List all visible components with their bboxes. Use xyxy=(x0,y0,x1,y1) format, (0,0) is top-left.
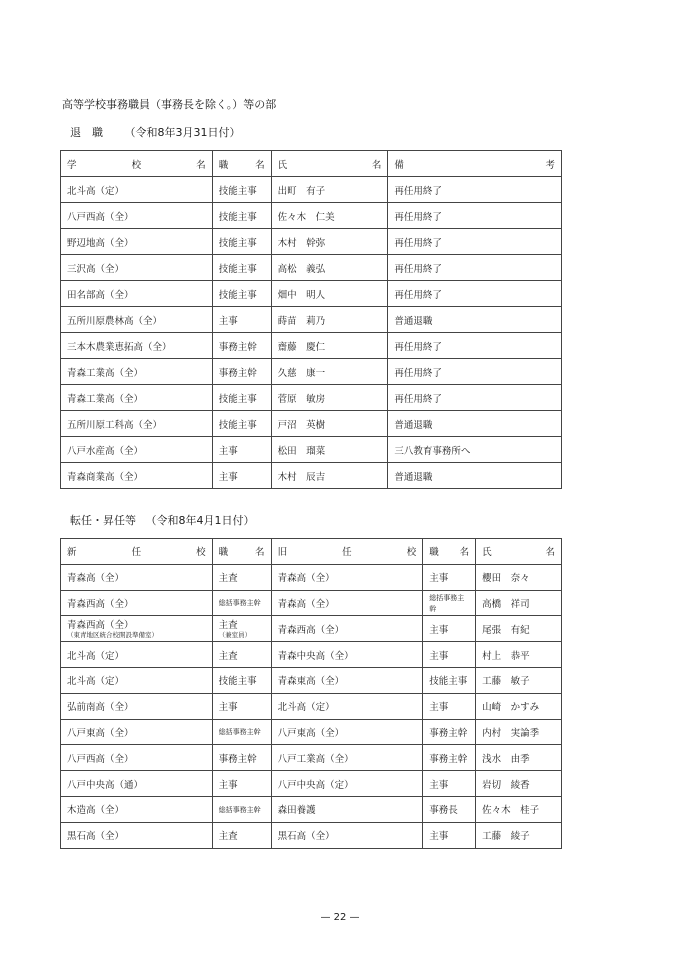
new-school-cell: 青森高（全） xyxy=(61,564,213,590)
name-cell: 工藤 敏子 xyxy=(476,667,562,693)
page-number: — 22 — xyxy=(320,912,360,923)
table-row xyxy=(61,667,562,693)
old-position-cell: 事務主幹 xyxy=(423,745,476,771)
new-position-cell: 総括事務主幹 xyxy=(212,719,271,745)
new-school-cell: 青森西高（全） xyxy=(61,590,213,616)
name-cell: 佐々木 桂子 xyxy=(476,796,562,822)
header-old-school: 旧 任 校 xyxy=(271,539,423,565)
position-cell: 主事 xyxy=(212,463,271,489)
name-cell: 内村 実論季 xyxy=(476,719,562,745)
transfer-table xyxy=(60,538,562,849)
new-school-cell: 青森西高（全） （東青地区統合校開設準備室） xyxy=(61,616,213,642)
table-row xyxy=(61,255,562,281)
old-school-cell: 八戸中央高（定） xyxy=(271,771,423,797)
name-cell: 高橋 祥司 xyxy=(476,590,562,616)
remarks-cell: 再任用終了 xyxy=(388,333,562,359)
new-school-cell: 八戸中央高（通） xyxy=(61,771,213,797)
position-cell: 技能主事 xyxy=(212,281,271,307)
transfer-title: 転任・昇任等 xyxy=(70,514,136,527)
old-school-cell: 黒石高（全） xyxy=(271,822,423,848)
remarks-cell: 再任用終了 xyxy=(388,281,562,307)
table-row xyxy=(61,385,562,411)
retirement-date: （令和8年3月31日付） xyxy=(124,126,241,139)
table-row xyxy=(61,745,562,771)
school-cell: 三沢高（全） xyxy=(61,255,213,281)
position-cell: 主事 xyxy=(212,437,271,463)
table-row xyxy=(61,229,562,255)
table-row xyxy=(61,796,562,822)
section-heading: 高等学校事務職員（事務長を除く。）等の部 xyxy=(62,98,277,111)
school-cell: 青森工業高（全） xyxy=(61,359,213,385)
table-row xyxy=(61,177,562,203)
new-position-cell: 主査 xyxy=(212,564,271,590)
new-school-cell-note: （東青地区統合校開設準備室） xyxy=(67,631,158,640)
remarks-cell: 普通退職 xyxy=(388,307,562,333)
school-cell: 八戸水産高（全） xyxy=(61,437,213,463)
name-cell: 久慈 康一 xyxy=(271,359,388,385)
old-position-cell: 主事 xyxy=(423,771,476,797)
table-header-row xyxy=(61,151,562,177)
old-position-cell: 事務長 xyxy=(423,796,476,822)
table-row xyxy=(61,203,562,229)
old-school-cell: 八戸工業高（全） xyxy=(271,745,423,771)
school-cell: 八戸西高（全） xyxy=(61,203,213,229)
old-position-cell: 主事 xyxy=(423,822,476,848)
header-new-position: 職 名 xyxy=(212,539,271,565)
new-position-cell: 主事 xyxy=(212,771,271,797)
position-cell: 技能主事 xyxy=(212,177,271,203)
name-cell: 戸沼 英樹 xyxy=(271,411,388,437)
school-cell: 田名部高（全） xyxy=(61,281,213,307)
old-position-cell: 主事 xyxy=(423,564,476,590)
transfer-subheading xyxy=(70,512,255,528)
table-row xyxy=(61,437,562,463)
new-school-cell: 弘前南高（全） xyxy=(61,693,213,719)
name-cell: 松田 瑠菜 xyxy=(271,437,388,463)
new-school-cell: 黒石高（全） xyxy=(61,822,213,848)
school-cell: 青森工業高（全） xyxy=(61,385,213,411)
name-cell: 出町 有子 xyxy=(271,177,388,203)
new-position-cell-note: （兼室員） xyxy=(218,631,252,640)
position-cell: 事務主幹 xyxy=(212,333,271,359)
school-cell: 三本木農業恵拓高（全） xyxy=(61,333,213,359)
table-row xyxy=(61,564,562,590)
retirement-title: 退 職 xyxy=(70,126,103,139)
position-cell: 事務主幹 xyxy=(212,359,271,385)
name-cell: 菅原 敏房 xyxy=(271,385,388,411)
table-row xyxy=(61,333,562,359)
header-name: 氏 名 xyxy=(271,151,388,177)
new-position-cell: 事務主幹 xyxy=(212,745,271,771)
remarks-cell: 再任用終了 xyxy=(388,385,562,411)
new-school-cell: 北斗高（定） xyxy=(61,667,213,693)
header-position: 職 名 xyxy=(212,151,271,177)
transfer-date: （令和8年4月1日付） xyxy=(145,514,255,527)
remarks-cell: 普通退職 xyxy=(388,411,562,437)
position-cell: 技能主事 xyxy=(212,203,271,229)
new-position-cell: 技能主事 xyxy=(212,667,271,693)
new-position-cell: 主事 xyxy=(212,693,271,719)
table-row xyxy=(61,771,562,797)
school-cell: 北斗高（定） xyxy=(61,177,213,203)
name-cell: 高松 義弘 xyxy=(271,255,388,281)
old-school-cell: 森田養護 xyxy=(271,796,423,822)
table-row xyxy=(61,693,562,719)
old-position-cell: 事務主幹 xyxy=(423,719,476,745)
name-cell: 木村 幹弥 xyxy=(271,229,388,255)
retirement-subheading xyxy=(70,124,241,140)
remarks-cell: 再任用終了 xyxy=(388,203,562,229)
header-school: 学 校 名 xyxy=(61,151,213,177)
old-school-cell: 八戸東高（全） xyxy=(271,719,423,745)
table-row xyxy=(61,642,562,668)
header-name: 氏 名 xyxy=(476,539,562,565)
name-cell: 山崎 かすみ xyxy=(476,693,562,719)
remarks-cell: 再任用終了 xyxy=(388,229,562,255)
header-new-school: 新 任 校 xyxy=(61,539,213,565)
new-school-cell: 八戸西高（全） xyxy=(61,745,213,771)
name-cell: 櫻田 奈々 xyxy=(476,564,562,590)
old-position-cell: 技能主事 xyxy=(423,667,476,693)
name-cell: 蒔苗 莉乃 xyxy=(271,307,388,333)
table-row xyxy=(61,281,562,307)
name-cell: 齋藤 慶仁 xyxy=(271,333,388,359)
table-row xyxy=(61,590,562,616)
new-school-cell: 木造高（全） xyxy=(61,796,213,822)
school-cell: 五所川原農林高（全） xyxy=(61,307,213,333)
old-school-cell: 青森高（全） xyxy=(271,590,423,616)
retirement-table xyxy=(60,150,562,489)
table-row xyxy=(61,719,562,745)
new-school-cell: 北斗高（定） xyxy=(61,642,213,668)
name-cell: 工藤 綾子 xyxy=(476,822,562,848)
name-cell: 畑中 明人 xyxy=(271,281,388,307)
remarks-cell: 普通退職 xyxy=(388,463,562,489)
table-row xyxy=(61,463,562,489)
table-row xyxy=(61,359,562,385)
name-cell: 尾張 有紀 xyxy=(476,616,562,642)
table-row xyxy=(61,411,562,437)
position-cell: 技能主事 xyxy=(212,385,271,411)
old-position-cell: 総括事務主幹 xyxy=(423,590,476,616)
name-cell: 佐々木 仁美 xyxy=(271,203,388,229)
old-school-cell: 青森中央高（全） xyxy=(271,642,423,668)
table-row xyxy=(61,307,562,333)
old-school-cell: 青森東高（全） xyxy=(271,667,423,693)
position-cell: 技能主事 xyxy=(212,229,271,255)
new-school-cell: 八戸東高（全） xyxy=(61,719,213,745)
old-position-cell: 主事 xyxy=(423,693,476,719)
new-position-cell: 主査 xyxy=(212,642,271,668)
table-row xyxy=(61,616,562,642)
header-remarks: 備 考 xyxy=(388,151,562,177)
new-position-cell: 主査 （兼室員） xyxy=(212,616,271,642)
table-header-row xyxy=(61,539,562,565)
position-cell: 主事 xyxy=(212,307,271,333)
name-cell: 岩切 綾香 xyxy=(476,771,562,797)
name-cell: 木村 辰吉 xyxy=(271,463,388,489)
old-school-cell: 青森西高（全） xyxy=(271,616,423,642)
old-position-cell: 主事 xyxy=(423,642,476,668)
old-school-cell: 北斗高（定） xyxy=(271,693,423,719)
position-cell: 技能主事 xyxy=(212,411,271,437)
remarks-cell: 三八教育事務所へ xyxy=(388,437,562,463)
table-row xyxy=(61,822,562,848)
school-cell: 青森商業高（全） xyxy=(61,463,213,489)
name-cell: 村上 恭平 xyxy=(476,642,562,668)
school-cell: 野辺地高（全） xyxy=(61,229,213,255)
school-cell: 五所川原工科高（全） xyxy=(61,411,213,437)
new-position-cell: 総括事務主幹 xyxy=(212,796,271,822)
new-position-cell: 主査 xyxy=(212,822,271,848)
remarks-cell: 再任用終了 xyxy=(388,255,562,281)
name-cell: 浅水 由季 xyxy=(476,745,562,771)
position-cell: 技能主事 xyxy=(212,255,271,281)
old-school-cell: 青森高（全） xyxy=(271,564,423,590)
new-position-cell: 総括事務主幹 xyxy=(212,590,271,616)
old-position-cell: 主事 xyxy=(423,616,476,642)
remarks-cell: 再任用終了 xyxy=(388,359,562,385)
header-old-position: 職 名 xyxy=(423,539,476,565)
remarks-cell: 再任用終了 xyxy=(388,177,562,203)
